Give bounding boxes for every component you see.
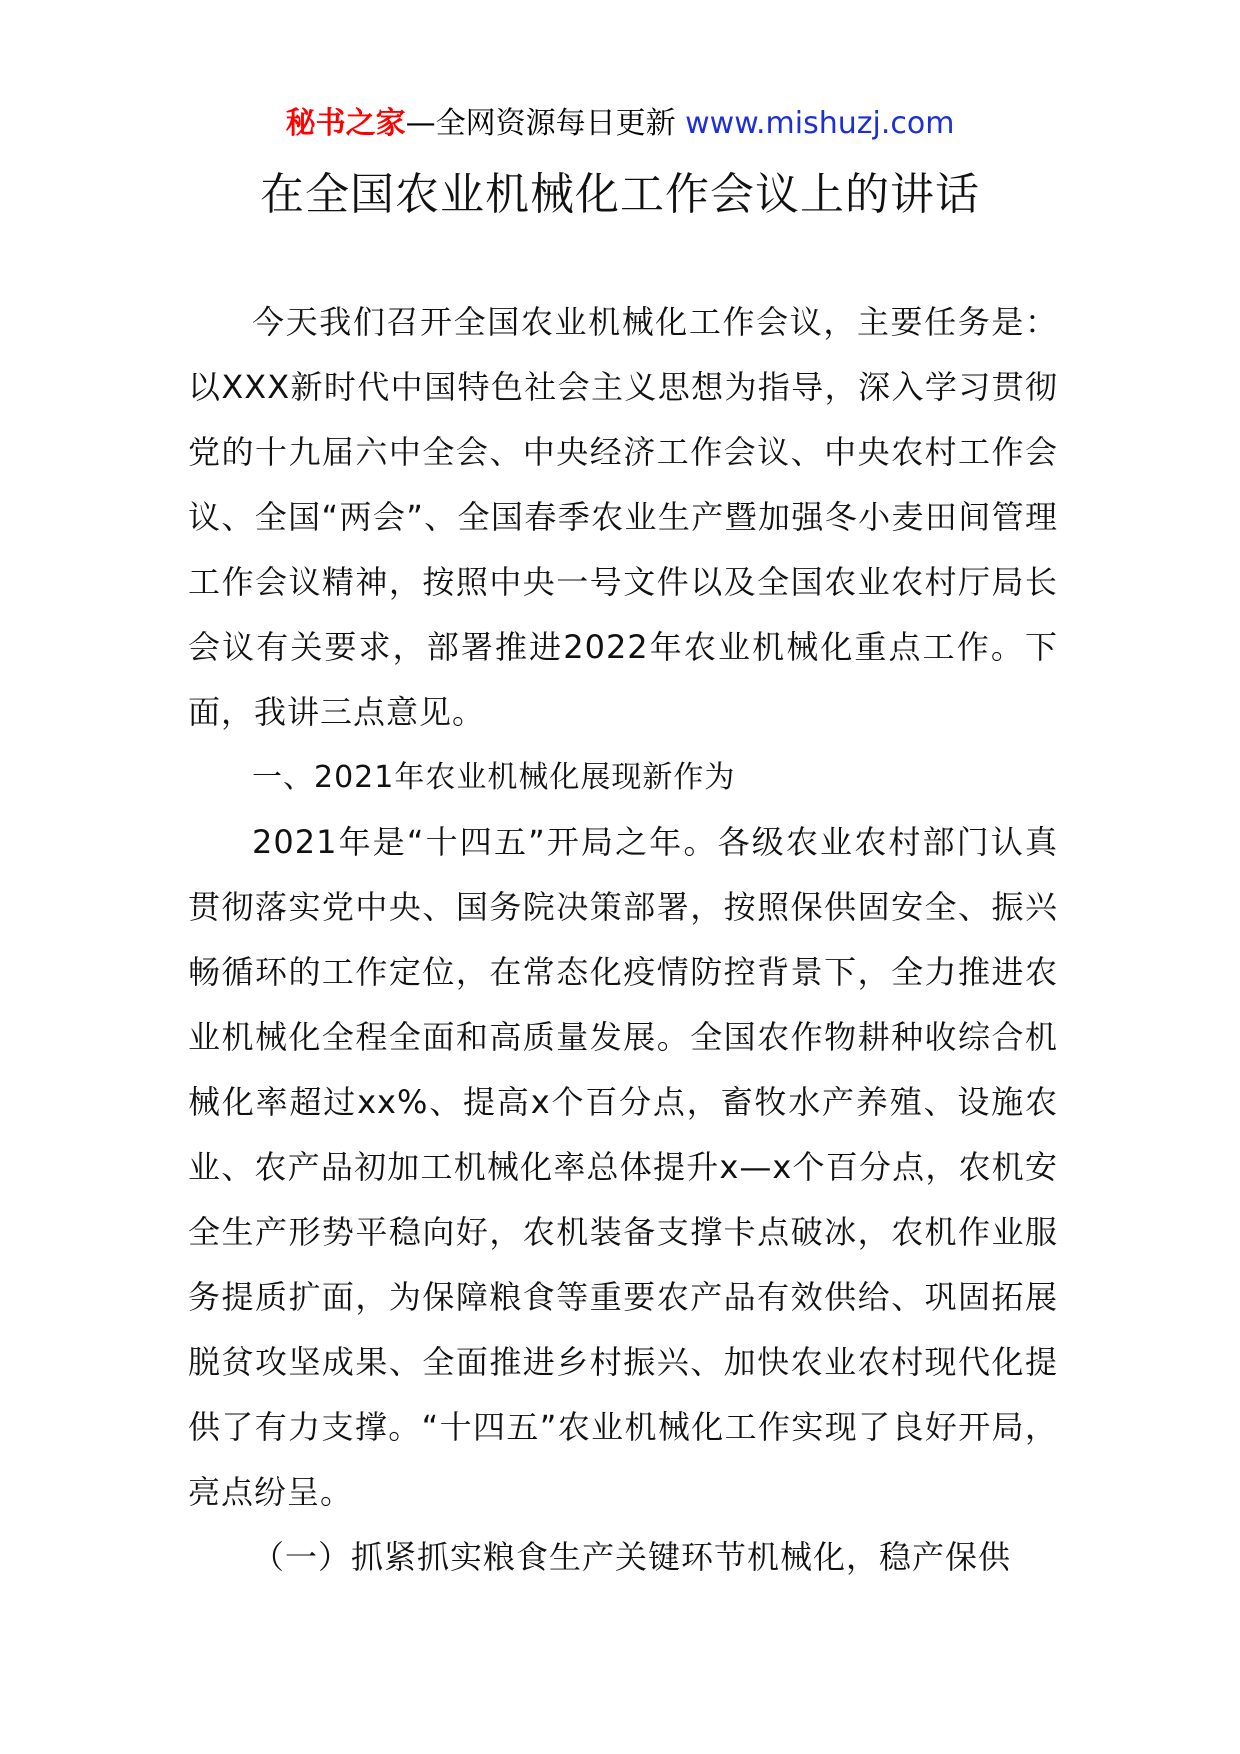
document-title: 在全国农业机械化工作会议上的讲话: [260, 169, 980, 220]
brand-name: 秘书之家: [285, 106, 406, 141]
section-1-paragraph: 2021年是“十四五”开局之年。各级农业农村部门认真贯彻落实党中央、国务院决策部署，按照保供固安全、振兴畅循环的工作定位，在常态化疫情防控背景下，全力推进农业机械化全程全面和高质量发展。全国农作物耕种收综合机械化率超过xx%、提高x个百分点，畜牧水产养殖、设施农业、农产品初加工机械化率总体提升x—x个百分点，农机安全生产形势平稳向好，农机装备支撑卡点破冰，农机作业服务提质扩面，为保障粮食等重要农产品有效供给、巩固拓展脱贫攻坚成果、全面推进乡村振兴、加快农业农村现代化提供了有力支撑。“十四五”农业机械化工作实现了良好开局，亮点纷呈。: [188, 823, 1058, 1511]
site-header: [0, 100, 1240, 148]
intro-paragraph: 今天我们召开全国农业机械化工作会议，主要任务是：以XXX新时代中国特色社会主义思想为指导，深入学习贯彻党的十九届六中全会、中央经济工作会议、中央农村工作会议、全国“两会”、全国春季农业生产暨加强冬小麦田间管理工作会议精神，按照中央一号文件以及全国农业农村厅局长会议有关要求，部署推进2022年农业机械化重点工作。下面，我讲三点意见。: [188, 303, 1058, 731]
header-slogan: —全网资源每日更新: [405, 106, 676, 141]
site-url-link[interactable]: www.mishuzj.com: [685, 106, 955, 141]
section-heading-1: 一、2021年农业机械化展现新作为: [252, 760, 736, 795]
subsection-heading-1: （一）抓紧抓实粮食生产关键环节机械化，稳产保供: [252, 1538, 1012, 1576]
document-body: [188, 290, 1058, 1590]
